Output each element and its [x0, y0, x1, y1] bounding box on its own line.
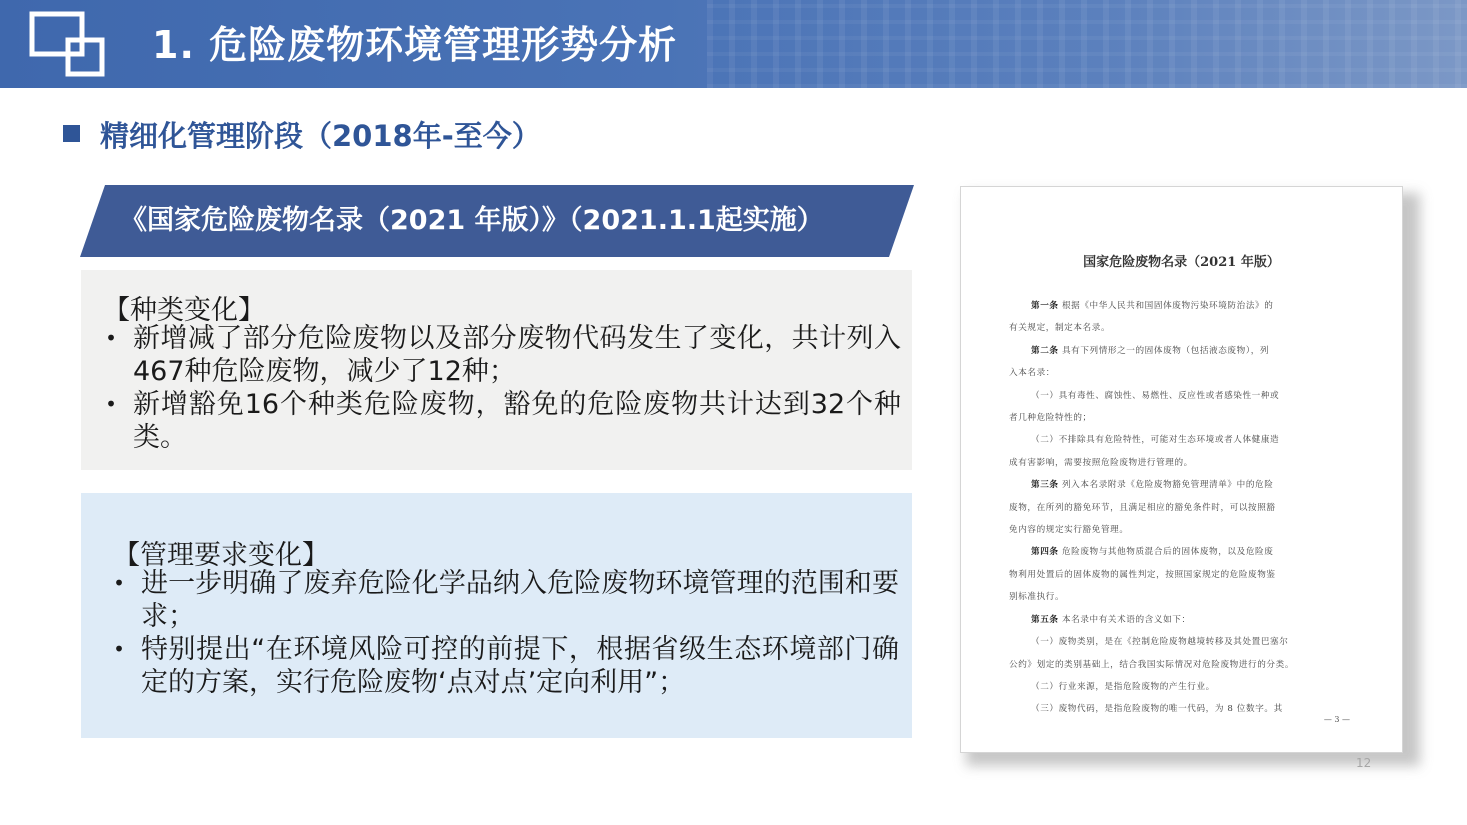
document-line: [1009, 609, 1349, 631]
document-page-number: — 3 —: [1323, 715, 1350, 724]
document-line: [1009, 362, 1349, 384]
catalog-document-image: [960, 186, 1403, 753]
list-item-text: 新增豁免16个种类危险废物，豁免的危险废物共计达到32个种类。: [133, 389, 901, 453]
list-item: [109, 633, 899, 699]
document-line-text: （一）废物类别，是在《控制危险废物越境转移及其处置巴塞尔: [1031, 637, 1289, 648]
document-line: [1009, 474, 1349, 496]
document-title: 国家危险废物名录（2021 年版）: [1083, 255, 1280, 270]
document-line-text: 根据《中华人民共和国固体废物污染环境防治法》的: [1061, 301, 1274, 311]
document-line-text: 入本名录：: [1009, 368, 1055, 379]
document-line: [1009, 295, 1349, 317]
document-line: [1009, 564, 1349, 586]
document-line-text: 物利用处置后的固体废物的属性判定，按照国家规定的危险废物鉴: [1009, 569, 1276, 580]
type-changes-box: [81, 270, 912, 470]
document-line-text: （一）具有毒性、腐蚀性、易燃性、反应性或者感染性一种或: [1031, 390, 1280, 401]
document-article-label: 第四条: [1031, 547, 1059, 558]
document-line-text: 列入本名录附录《危险废物豁免管理清单》中的危险: [1061, 480, 1274, 491]
list-item-text: 进一步明确了废弃危险化学品纳入危险废物环境管理的范围和要求；: [141, 568, 899, 632]
document-line-text: 废物，在所列的豁免环节，且满足相应的豁免条件时，可以按照豁: [1009, 502, 1276, 513]
document-article-label: 第五条: [1031, 614, 1059, 625]
document-article-label: 第二条: [1031, 345, 1059, 356]
list-item: [109, 567, 899, 633]
document-line: [1009, 407, 1349, 429]
type-changes-list: [101, 322, 901, 454]
document-line-text: 危险废物与其他物质混合后的固体废物，以及危险废: [1061, 547, 1274, 558]
header-banner: [0, 0, 1467, 88]
bullet-icon: •: [105, 392, 117, 416]
document-line-text: 别标准执行。: [1009, 592, 1065, 603]
management-changes-heading: 【管理要求变化】: [113, 540, 329, 571]
list-item-text: 新增减了部分危险废物以及部分废物代码发生了变化，共计列入467种危险废物，减少了12种；: [133, 323, 901, 387]
document-line: [1009, 519, 1349, 541]
document-line-text: 公约》划定的类别基础上，结合我国实际情况对危险废物进行的分类。: [1009, 659, 1295, 670]
document-line: [1009, 676, 1349, 698]
section-title: 精细化管理阶段（2018年-至今）: [100, 119, 541, 153]
management-changes-list: [109, 567, 899, 699]
document-line: [1009, 541, 1349, 563]
list-item: [101, 322, 901, 388]
type-changes-heading: 【种类变化】: [103, 295, 265, 326]
document-line: [1009, 698, 1349, 720]
list-item-text: 特别提出“在环境风险可控的前提下，根据省级生态环境部门确定的方案，实行危险废物‘点对点’定向利用”；: [141, 634, 899, 698]
bullet-icon: •: [105, 326, 117, 350]
document-line-text: （三）废物代码，是指危险废物的唯一代码，为 8 位数字。其: [1031, 704, 1283, 715]
page-title: 1. 危险废物环境管理形势分析: [152, 23, 678, 67]
document-line-text: 者几种危险特性的；: [1009, 413, 1092, 424]
document-line-text: 免内容的规定实行豁免管理。: [1009, 525, 1129, 536]
document-line-text: （二）行业来源，是指危险废物的产生行业。: [1031, 681, 1215, 692]
header-texture: [707, 0, 1467, 88]
document-line-text: （二）不排除具有危险特性，可能对生态环境或者人体健康造: [1031, 435, 1280, 446]
document-line: [1009, 497, 1349, 519]
document-line: [1009, 654, 1349, 676]
document-line: [1009, 586, 1349, 608]
square-bullet-icon: [63, 125, 80, 142]
document-line: [1009, 429, 1349, 451]
document-line: [1009, 631, 1349, 653]
document-line: [1009, 385, 1349, 407]
bullet-icon: •: [113, 637, 125, 661]
document-body: [1009, 295, 1349, 721]
document-line: [1009, 452, 1349, 474]
slide-number: 12: [1356, 756, 1372, 770]
management-changes-box: [81, 493, 912, 738]
document-line: [1009, 317, 1349, 339]
bullet-icon: •: [113, 571, 125, 595]
document-article-label: 第三条: [1031, 480, 1059, 491]
document-line-text: 成有害影响，需要按照危险废物进行管理的。: [1009, 457, 1193, 468]
overlapping-squares-icon: [28, 10, 108, 78]
catalog-banner-text: 《国家危险废物名录（2021 年版）》（2021.1.1起实施）: [120, 205, 824, 236]
document-line-text: 有关规定，制定本名录。: [1009, 323, 1111, 334]
document-line-text: 具有下列情形之一的固体废物（包括液态废物），列: [1061, 345, 1270, 356]
document-line-text: 本名录中有关术语的含义如下：: [1061, 614, 1191, 625]
list-item: [101, 388, 901, 454]
document-article-label: 第一条: [1031, 301, 1059, 311]
document-line: [1009, 340, 1349, 362]
